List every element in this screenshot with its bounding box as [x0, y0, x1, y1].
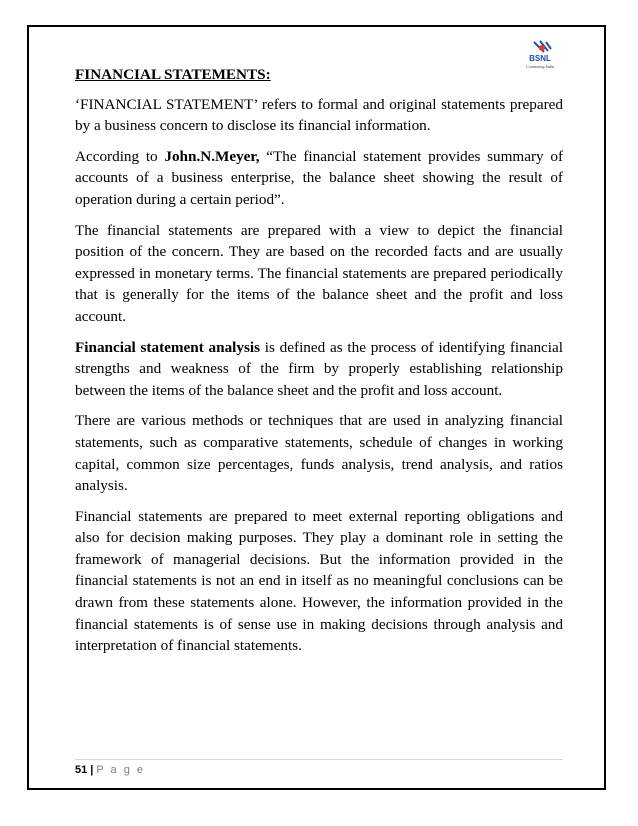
- footer-divider: [75, 759, 563, 760]
- page-label: P a g e: [96, 764, 145, 776]
- author-name: John.N.Meyer,: [164, 147, 260, 165]
- paragraph-meyer-quote: [75, 146, 563, 211]
- logo-tagline: Connecting India: [526, 64, 554, 69]
- quote-text: “The financial statement provides summary of accounts of a business enterprise, the balance sheet showing the result of operation during a certain period”.: [75, 147, 564, 208]
- page-footer: [75, 764, 145, 776]
- paragraph-methods: There are various methods or techniques that are used in analyzing financial statements, such as comparative statements, schedule of changes in working capital, common size percentages, funds analysis, trend analysis, and ratios analysis.: [75, 412, 563, 495]
- document-body: [75, 64, 563, 666]
- section-heading: FINANCIAL STATEMENTS:: [75, 66, 271, 83]
- logo-text: BSNL: [529, 54, 551, 63]
- paragraph-definition: ‘FINANCIAL STATEMENT’ refers to formal and original statements prepared by a business concern to disclose its financial information.: [75, 95, 563, 135]
- paragraph-analysis-definition: [75, 337, 563, 402]
- paragraph-purpose: The financial statements are prepared with a view to depict the financial position of the concern. They are based on the recorded facts and are usually expressed in monetary terms. The financial statements are prepared periodically that is generally for the items of the balance sheet and the profit and loss account.: [75, 221, 563, 325]
- page-number: 51: [75, 764, 88, 776]
- analysis-text: is defined as the process of identifying financial strengths and weakness of the firm by properly establishing relationship between the items of the balance sheet and the profit and loss account.: [75, 338, 563, 399]
- quote-lead: According to: [75, 147, 165, 165]
- paragraph-usage: Financial statements are prepared to meet external reporting obligations and also for decision making purposes. They play a dominant role in setting the framework of managerial decisions. But the information provided in the financial statements is not an end in itself as no meaningful conclusions can be drawn from these statements alone. However, the information provided in the financial statements is of sense use in making decisions through analysis and interpretation of financial statements.: [75, 507, 563, 655]
- footer-separator: |: [90, 764, 94, 776]
- analysis-term: Financial statement analysis: [75, 338, 261, 356]
